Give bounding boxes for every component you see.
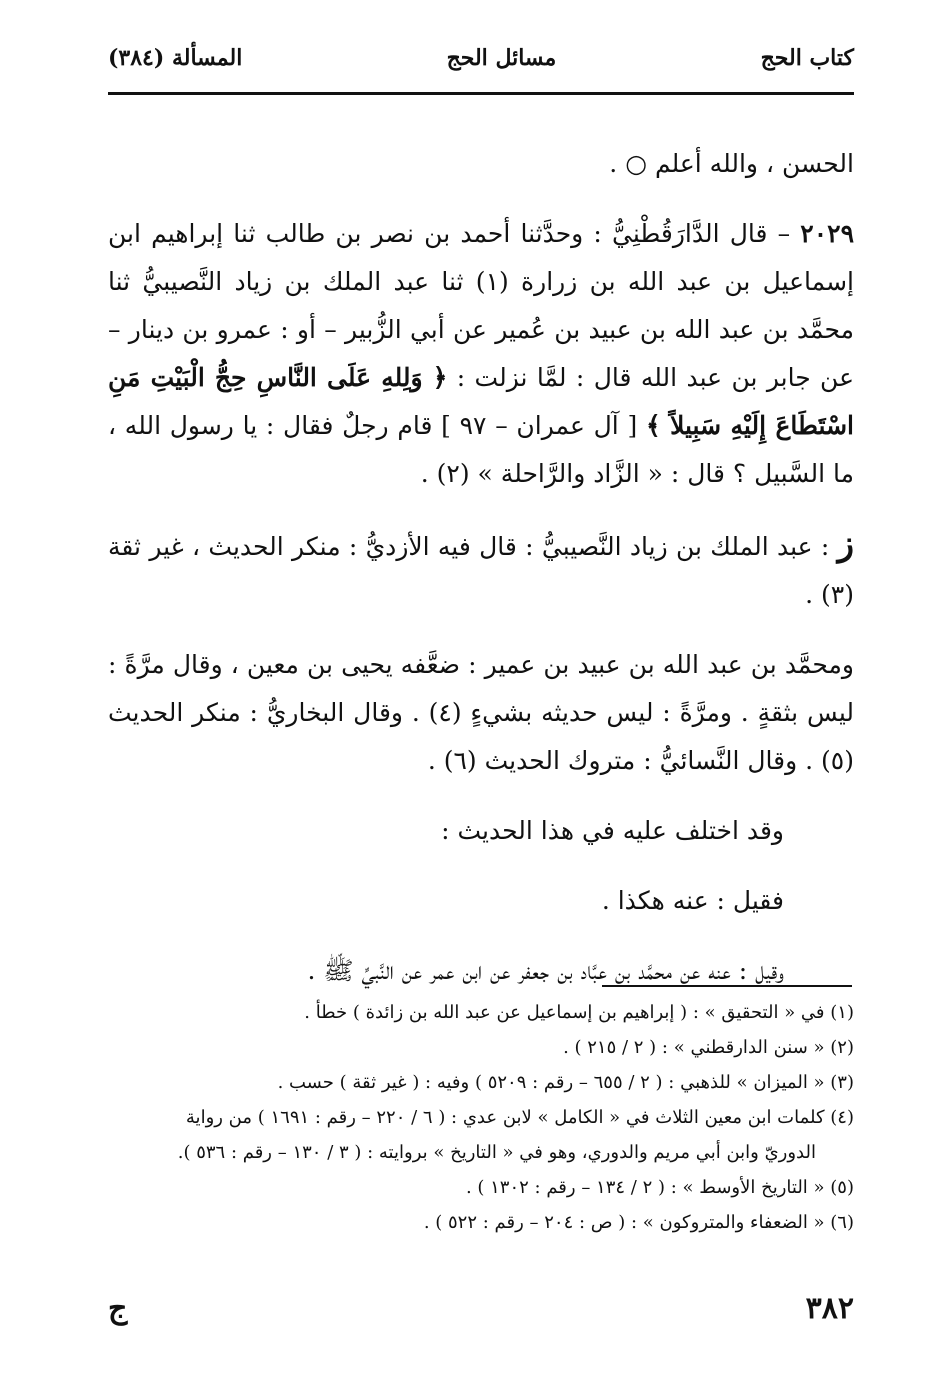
footnote-divider <box>602 985 852 987</box>
said-second: وقيل : عنه عن محمَّد بن عبَّاد بن جعفر عن ابن عمر عن النَّبيِّ ﷺ . <box>307 956 784 985</box>
hadith-matn: [ آل عمران – ٩٧ ] قام رجلٌ فقال : يا رسول الله ، ما السَّبيل ؟ قال : « الزَّاد والرَّاحلة » (٢) . <box>108 411 854 488</box>
z-symbol: ز <box>837 524 854 564</box>
volume-mark: ج <box>108 1290 128 1326</box>
footnote-5: (٥) « التاريخ الأوسط » : ( ٢ / ١٣٤ – رقم : ١٣٠٢ ) . <box>465 1177 854 1198</box>
hadith-number: ٢٠٢٩ <box>800 219 854 248</box>
page-footer <box>108 1288 854 1328</box>
section-title: مسائل الحج <box>446 45 557 71</box>
footnote-3: (٣) « الميزان » للذهبي : ( ٢ / ٦٥٥ – رقم : ٥٢٠٩ ) وفيه : ( غير ثقة ) حسب . <box>277 1072 854 1093</box>
footnote-6: (٦) « الضعفاء والمتروكون » : ( ص : ٢٠٤ – رقم : ٥٢٢ ) . <box>423 1212 854 1233</box>
header-divider <box>108 92 854 95</box>
hadith-isnad: – قال الدَّارَقُطْنِيُّ : وحدَّثنا أحمد بن نصر بن طالب ثنا إبراهيم ابن إسماعيل بن عبد الله بن زرارة (١) ثنا عبد الملك بن زياد النَّصيبيُّ ثنا محمَّد بن عبد الله بن عبيد بن عُمير عن أبي الزُّبير – أو : عمرو بن دينار – عن جابر بن عبد الله قال : لمَّا نزلت : <box>108 219 855 392</box>
intro-line: الحسن ، والله أعلم ○ . <box>609 149 854 178</box>
quran-verse: ﴿ وَلِلهِ عَلَى النَّاسِ حِجُّ الْبَيْتِ مَنِ اسْتَطَاعَ إِلَيْهِ سَبِيلاً ﴾ <box>108 363 854 440</box>
main-text <box>108 140 854 995</box>
narrator-paragraph: ومحمَّد بن عبد الله بن عبيد بن عمير : ضعَّفه يحيى بن معين ، وقال مرَّةً : ليس بثقةٍ . ومرَّةً : ليس حديثه بشيءٍ (٤) . وقال البخاريُّ : منكر الحديث (٥) . وقال النَّسائيُّ : متروك الحديث (٦) . <box>108 650 854 775</box>
footnote-4-continued: الدوريّ وابن أبي مريم والدوري، وهو في « التاريخ » بروايته : ( ٣ / ١٣٠ – رقم : ٥٣٦ ). <box>177 1142 816 1163</box>
footnotes <box>108 995 854 1240</box>
z-paragraph <box>108 520 854 619</box>
footnote-2: (٢) « سنن الدارقطني » : ( ٢ / ٢١٥ ) . <box>563 1037 854 1058</box>
issue-number: المسألة (٣٨٤) <box>108 45 243 71</box>
book-title: كتاب الحج <box>760 45 854 71</box>
differ-paragraph: وقد اختلف عليه في هذا الحديث : <box>441 816 784 845</box>
footnote-1: (١) في « التحقيق » : ( إبراهيم بن إسماعيل عن عبد الله بن زائدة ) خطأ . <box>304 1002 854 1023</box>
z-text: : عبد الملك بن زياد النَّصيبيُّ : قال فيه الأزديُّ : منكر الحديث ، غير ثقة (٣) . <box>108 532 854 609</box>
footnote-4: (٤) كلمات ابن معين الثلاث في « الكامل » لابن عدي : ( ٦ / ٢٢٠ – رقم : ١٦٩١ ) من رواية <box>185 1107 854 1128</box>
page-number: ٣٨٢ <box>805 1290 854 1326</box>
page-header <box>108 38 854 78</box>
hadith-paragraph <box>108 210 854 498</box>
said-first: فقيل : عنه هكذا . <box>601 886 784 915</box>
